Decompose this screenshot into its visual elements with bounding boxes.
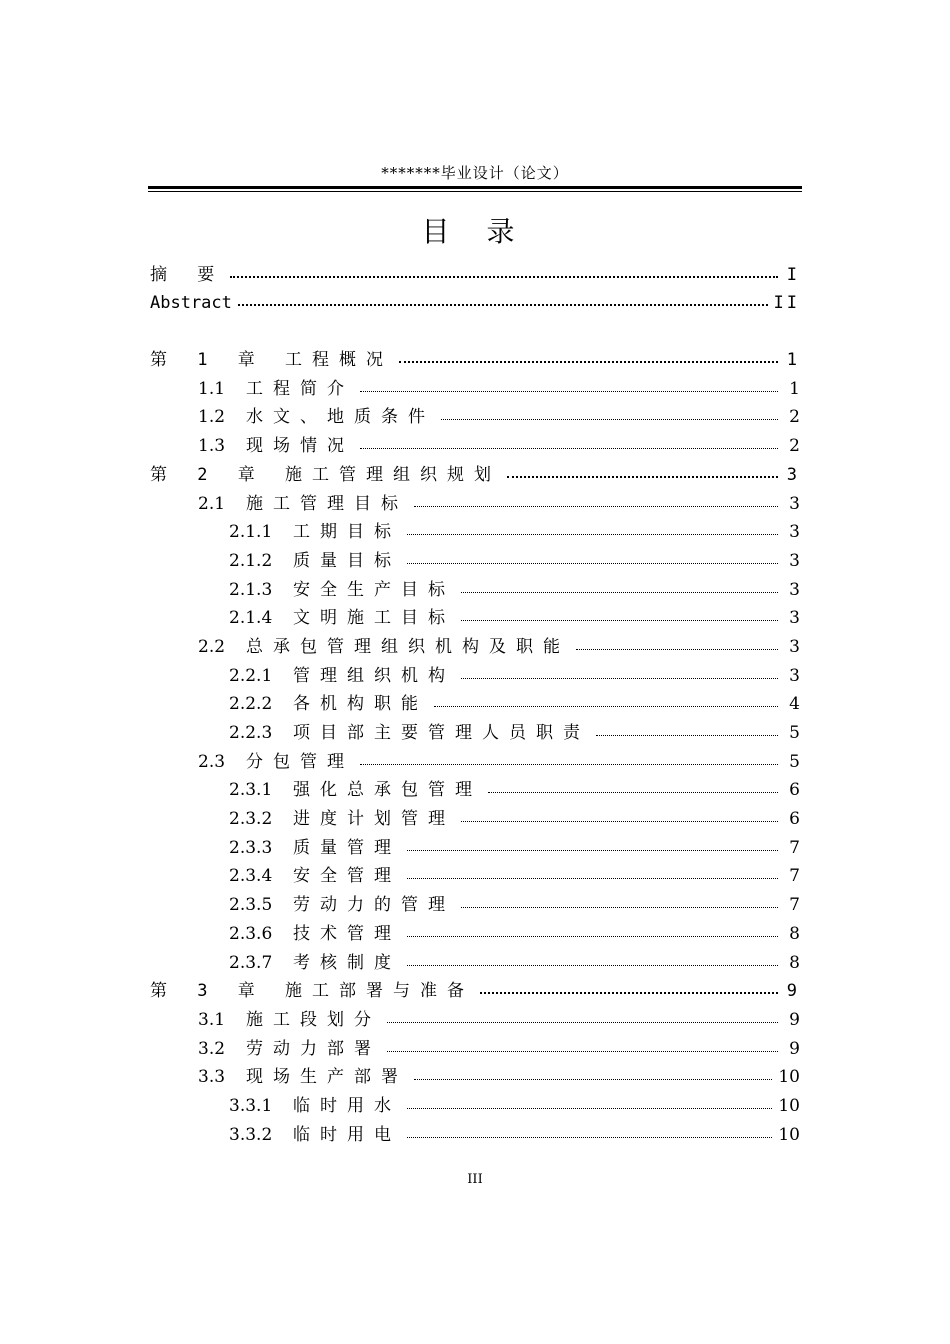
- toc-entry-label: 分包管理: [246, 751, 354, 772]
- toc-entry-page: 10: [778, 1067, 800, 1088]
- dot-leader: [414, 506, 778, 507]
- toc-entry-subsection[interactable]: [148, 858, 802, 887]
- dot-leader: [387, 1022, 778, 1023]
- dot-leader: [596, 735, 778, 736]
- toc-entry-label: 临时用电: [293, 1124, 401, 1145]
- toc-entry-page: 9: [789, 1038, 800, 1059]
- header-rule-thick: [148, 186, 802, 189]
- toc-entry-number: 3.1: [198, 1009, 226, 1030]
- toc-entry-page: 5: [789, 751, 800, 772]
- toc-entry-section[interactable]: [148, 399, 802, 428]
- toc-entry-page: 7: [789, 895, 800, 916]
- toc-entry-page: 1: [789, 378, 800, 399]
- dot-leader: [461, 821, 778, 822]
- toc-entry-number: 1.3: [198, 436, 226, 457]
- dot-leader: [434, 706, 778, 707]
- page-number: III: [467, 1172, 483, 1187]
- dot-leader: [461, 678, 778, 679]
- toc-entry-number: 3.3.1: [229, 1095, 273, 1116]
- dot-leader: [441, 419, 778, 420]
- toc-entry-label: 第 1 章 工程概况: [150, 350, 393, 371]
- toc-entry-section[interactable]: [148, 743, 802, 772]
- toc-entry-page: 9: [786, 981, 800, 1002]
- toc-entry-number: 3.3: [198, 1067, 226, 1088]
- toc-entry-label: 技术管理: [293, 923, 401, 944]
- toc-entry-number: 2.3.5: [229, 895, 273, 916]
- toc-entry-label: 施工段划分: [246, 1009, 381, 1030]
- toc-entry-number: 2.2.3: [229, 723, 273, 743]
- toc-entry-page: 7: [789, 866, 800, 887]
- toc-entry-page: 7: [789, 837, 800, 858]
- toc-entry-number: 1.1: [198, 378, 226, 399]
- dot-leader: [461, 592, 778, 593]
- toc-entry-page: 3: [789, 608, 800, 629]
- toc-entry-page: 6: [789, 780, 800, 801]
- dot-leader: [360, 448, 778, 449]
- toc-entry-label: 强化总承包管理: [293, 780, 482, 801]
- dot-leader: [407, 965, 778, 966]
- dot-leader: [407, 563, 778, 564]
- toc-entry-label: 现场生产部署: [246, 1067, 408, 1088]
- toc-entry-section[interactable]: [148, 628, 802, 657]
- toc-entry-number: 2.3: [198, 751, 226, 772]
- toc-entry-number: 2.3.4: [229, 866, 273, 887]
- toc-entry-page: 2: [789, 407, 800, 428]
- toc-entry-page: 3: [786, 464, 800, 485]
- toc-entry-label: 现场情况: [246, 436, 354, 457]
- toc-entry-number: 2.2.2: [229, 694, 273, 715]
- toc-entry-subsection[interactable]: [148, 1087, 802, 1116]
- toc-entry-label: 摘 要: [150, 264, 225, 285]
- toc-entry-label: 临时用水: [293, 1095, 401, 1116]
- toc-entry-section[interactable]: [148, 1001, 802, 1030]
- toc-entry-label: 质量目标: [293, 550, 401, 571]
- toc-entry-page: 4: [789, 694, 800, 715]
- toc-entry-number: 2.3.7: [229, 952, 273, 973]
- toc-entry-number: 2.3.1: [229, 780, 273, 801]
- dot-leader: [360, 391, 778, 392]
- toc-entry-subsection[interactable]: [148, 800, 802, 829]
- toc-entry-number: 2.3.3: [229, 837, 273, 858]
- toc-entry-number: 1.2: [198, 407, 226, 428]
- toc-entry-label: 安全生产目标: [293, 579, 455, 600]
- toc-entry-page: 3: [789, 665, 800, 686]
- toc-entry-page: 3: [789, 636, 800, 657]
- toc-entry-label: 水文、地质条件: [246, 407, 435, 428]
- toc-entry-chapter-1[interactable]: [148, 341, 802, 370]
- toc-entry-abstract-cn[interactable]: [148, 256, 802, 285]
- running-header: *******毕业设计（论文）: [381, 164, 569, 182]
- toc-entry-label: 第 3 章 施工部署与准备: [150, 981, 474, 1002]
- toc-entry-number: 2.1.2: [229, 550, 273, 571]
- table-of-contents: [148, 256, 802, 1145]
- toc-entry-section[interactable]: [148, 485, 802, 514]
- dot-leader: [461, 907, 778, 908]
- dot-leader: [507, 476, 778, 478]
- toc-entry-label: 进度计划管理: [293, 809, 455, 830]
- toc-entry-page: 3: [789, 493, 800, 514]
- toc-entry-subsection[interactable]: [148, 829, 802, 858]
- toc-entry-label: 文明施工目标: [293, 608, 455, 629]
- toc-entry-chapter-3[interactable]: [148, 973, 802, 1002]
- dot-leader: [407, 1108, 772, 1109]
- toc-entry-section[interactable]: [148, 1059, 802, 1088]
- toc-entry-chapter-2[interactable]: [148, 456, 802, 485]
- toc-title: 目 录: [421, 215, 529, 248]
- toc-entry-label: 施工管理目标: [246, 493, 408, 514]
- dot-leader: [414, 1079, 772, 1080]
- dot-leader: [387, 1051, 778, 1052]
- dot-leader: [407, 878, 778, 879]
- toc-entry-label: Abstract: [150, 293, 232, 314]
- toc-entry-page: 9: [789, 1009, 800, 1030]
- dot-leader: [480, 992, 778, 994]
- toc-entry-number: 2.2.1: [229, 665, 273, 686]
- toc-entry-subsection[interactable]: [148, 772, 802, 801]
- toc-entry-subsection[interactable]: [148, 571, 802, 600]
- toc-entry-page: 3: [789, 522, 800, 543]
- dot-leader: [230, 276, 778, 278]
- toc-entry-page: 2: [789, 436, 800, 457]
- dot-leader: [461, 620, 778, 621]
- toc-entry-label: 考核制度: [293, 952, 401, 973]
- toc-entry-number: 3.2: [198, 1038, 226, 1059]
- toc-entry-abstract-en[interactable]: [148, 285, 802, 314]
- dot-leader: [407, 1137, 772, 1138]
- toc-entry-page: 3: [789, 550, 800, 571]
- toc-entry-page: 8: [789, 923, 800, 944]
- toc-entry-subsection[interactable]: [148, 944, 802, 973]
- toc-entry-label: 安全管理: [293, 866, 401, 887]
- toc-entry-section[interactable]: [148, 1030, 802, 1059]
- toc-entry-subsection[interactable]: [148, 1116, 802, 1145]
- toc-entry-label: 劳动力部署: [246, 1038, 381, 1059]
- toc-entry-label: 质量管理: [293, 837, 401, 858]
- dot-leader: [407, 936, 778, 937]
- toc-entry-number: 2.3.2: [229, 809, 273, 830]
- toc-entry-number: 2.3.6: [229, 923, 273, 944]
- dot-leader: [407, 850, 778, 851]
- toc-entry-label: 各机构职能: [293, 694, 428, 715]
- toc-entry-number: 2.2: [198, 636, 226, 657]
- toc-entry-number: 3.3.2: [229, 1124, 273, 1145]
- dot-leader: [576, 649, 778, 650]
- toc-entry-section[interactable]: [148, 370, 802, 399]
- toc-entry-label: 工程简介: [246, 378, 354, 399]
- dot-leader: [360, 764, 778, 765]
- dot-leader: [488, 792, 778, 793]
- toc-entry-subsection[interactable]: [148, 542, 802, 571]
- toc-entry-page: 10: [778, 1095, 800, 1116]
- toc-entry-page: 3: [789, 579, 800, 600]
- toc-entry-number: 2.1: [198, 493, 226, 514]
- toc-entry-section[interactable]: [148, 427, 802, 456]
- dot-leader: [407, 534, 778, 535]
- toc-entry-label: 管理组织机构: [293, 665, 455, 686]
- toc-entry-page: 10: [778, 1124, 800, 1145]
- toc-entry-number: 2.1.3: [229, 579, 273, 600]
- toc-entry-subsection[interactable]: [148, 886, 802, 915]
- toc-entry-subsection[interactable]: [148, 514, 802, 543]
- toc-entry-subsection[interactable]: [148, 915, 802, 944]
- toc-entry-page: 6: [789, 809, 800, 830]
- toc-entry-page: 5: [789, 723, 800, 743]
- header-rule-thin: [148, 191, 802, 192]
- toc-entry-label: 工期目标: [293, 522, 401, 543]
- toc-entry-number: 2.1.1: [229, 522, 273, 543]
- toc-entry-label: 总承包管理组织机构及职能: [246, 636, 570, 657]
- toc-entry-subsection[interactable]: [148, 657, 802, 686]
- toc-entry-subsection[interactable]: [148, 686, 802, 715]
- toc-entry-subsection[interactable]: [148, 600, 802, 629]
- toc-entry-page: II: [773, 293, 800, 314]
- toc-entry-label: 劳动力的管理: [293, 895, 455, 916]
- dot-leader: [238, 304, 768, 306]
- toc-entry-subsection[interactable]: [148, 714, 802, 743]
- toc-entry-page: 1: [786, 350, 800, 371]
- dot-leader: [399, 361, 778, 363]
- toc-entry-page: 8: [789, 952, 800, 973]
- toc-entry-label: 项目部主要管理人员职责: [293, 723, 590, 743]
- toc-entry-page: I: [786, 264, 800, 285]
- toc-entry-number: 2.1.4: [229, 608, 273, 629]
- toc-entry-label: 第 2 章 施工管理组织规划: [150, 464, 501, 485]
